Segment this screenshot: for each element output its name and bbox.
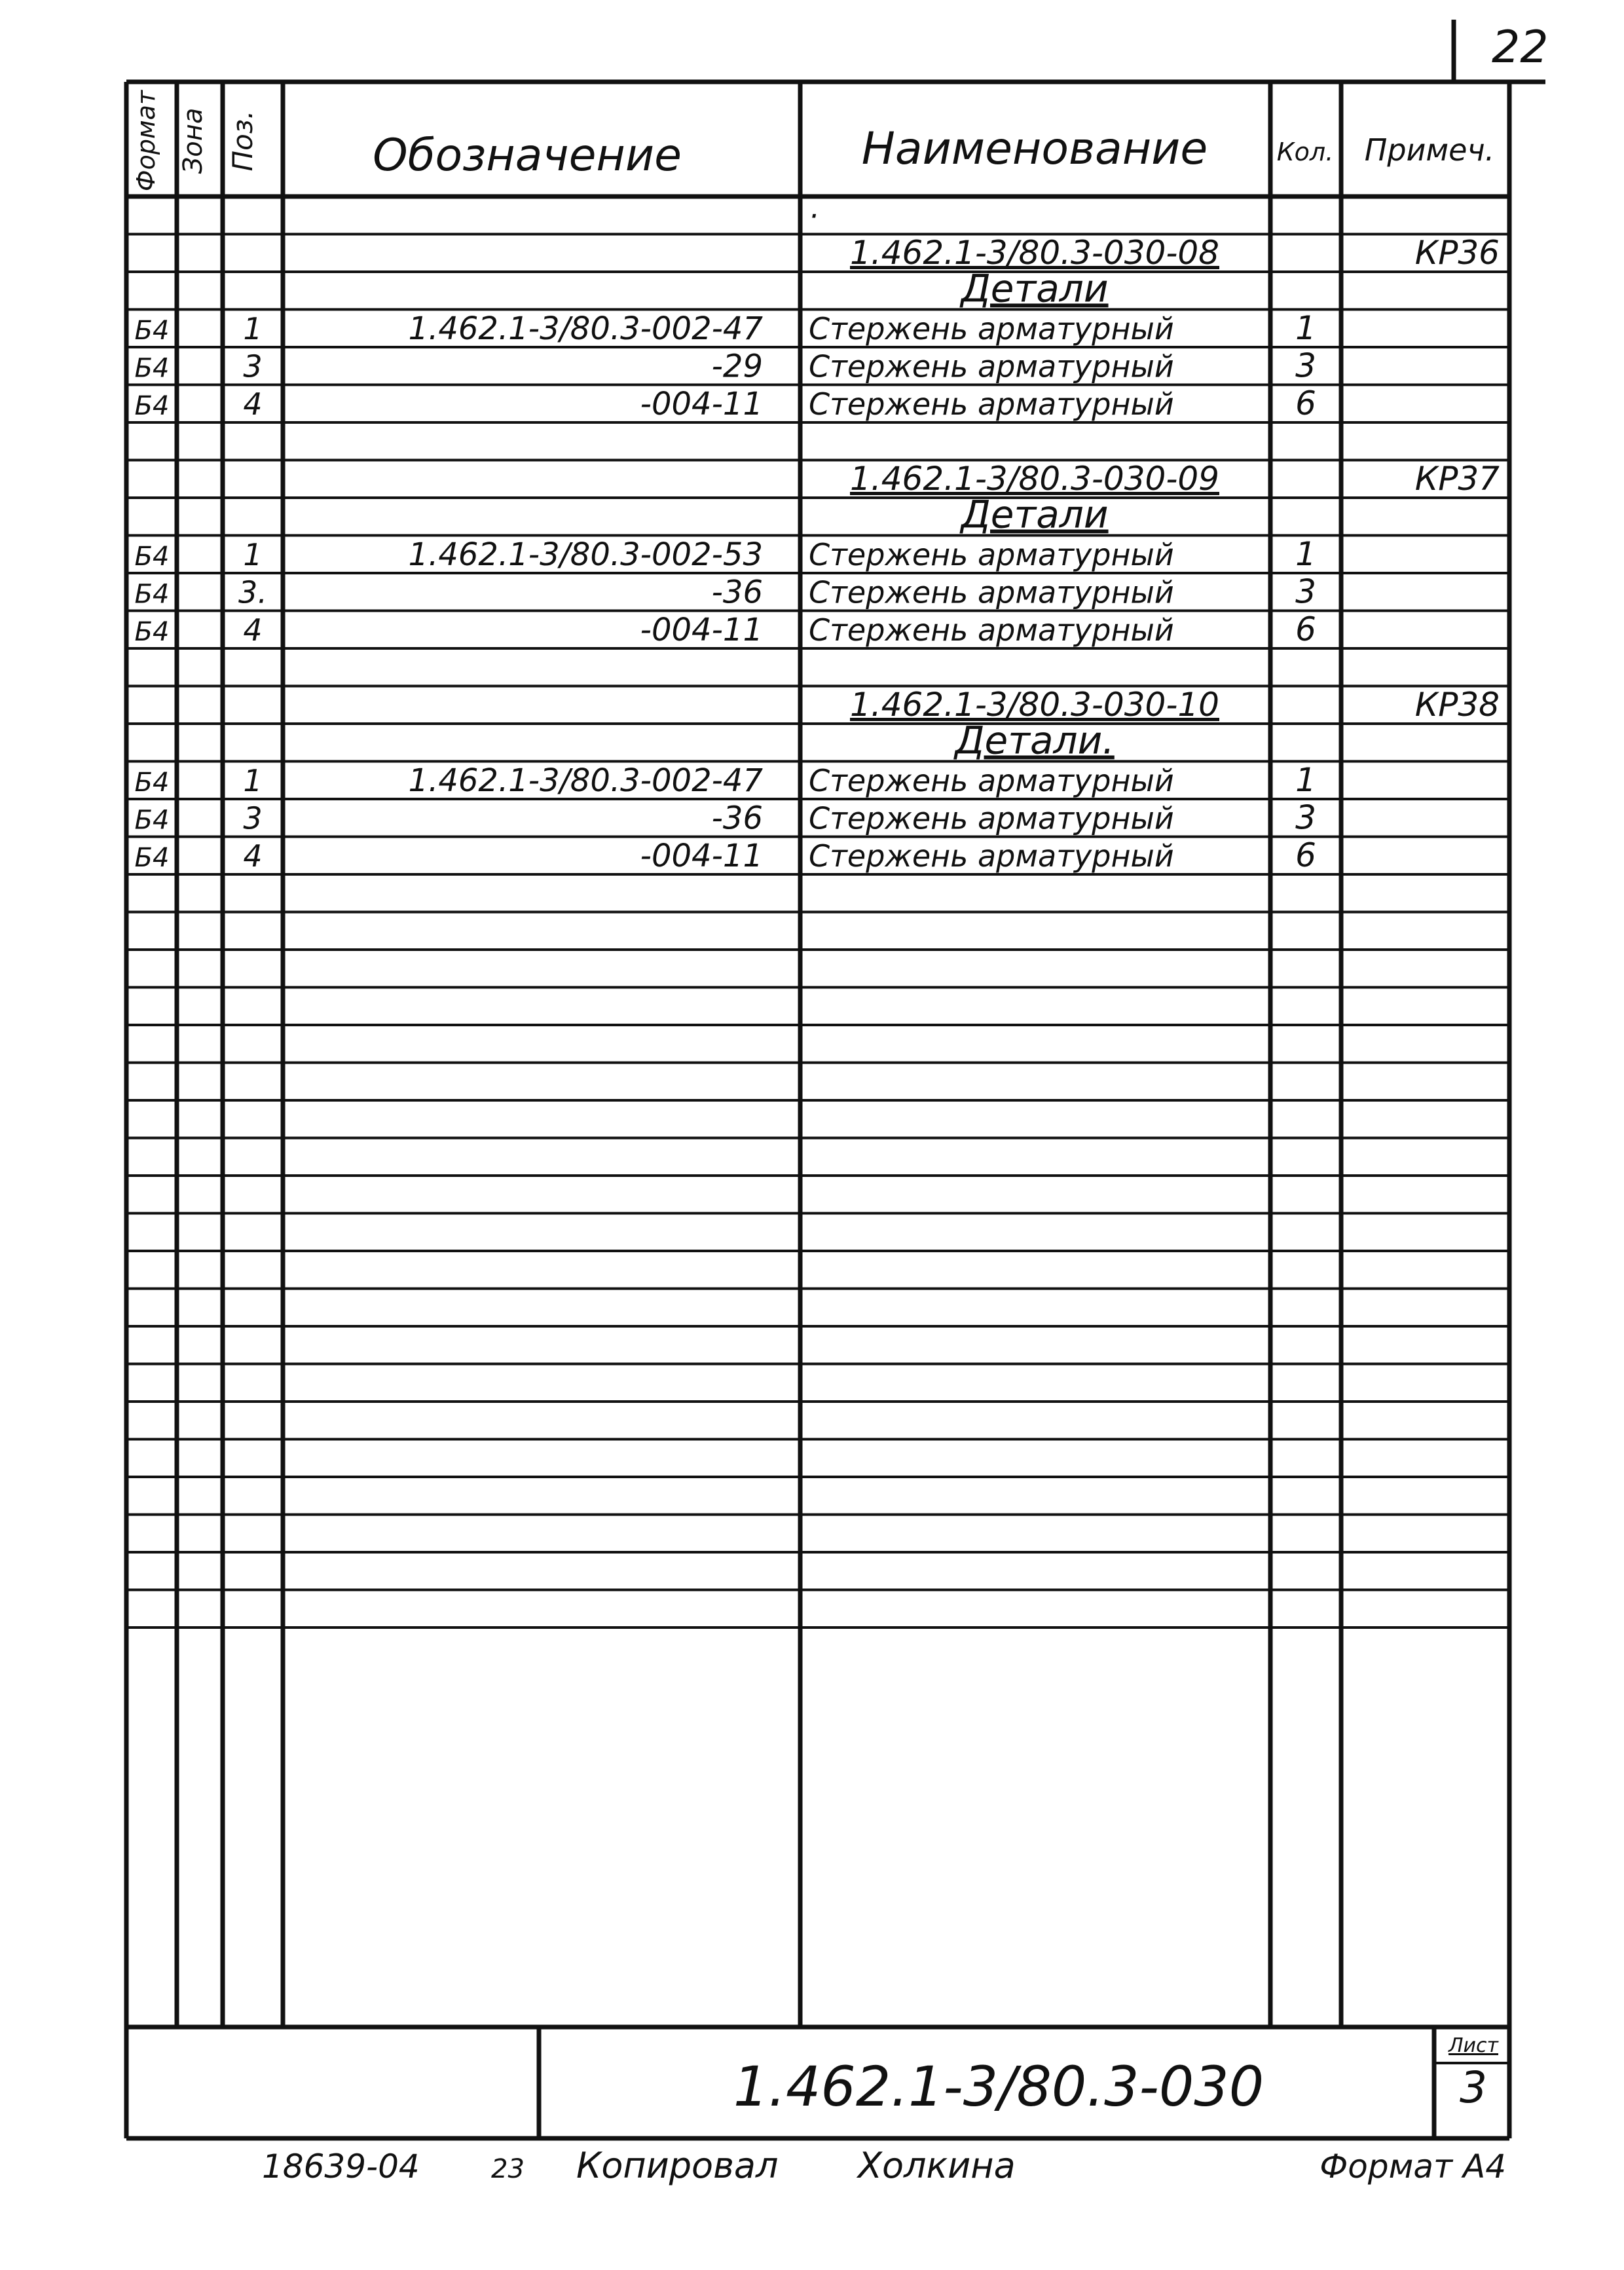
row-format: Б4 <box>134 843 170 873</box>
row-format: Б4 <box>134 353 170 384</box>
row-quantity: 1 <box>1295 309 1316 347</box>
row-designation: -36 <box>711 800 763 837</box>
row-quantity: 1 <box>1295 535 1316 573</box>
row-format: Б4 <box>134 805 170 836</box>
row-position: 4 <box>243 838 263 874</box>
row-name: Стержень арматурный <box>809 348 1174 384</box>
footer-inventory: 18639-04 <box>262 2148 420 2186</box>
row-name: Стержень арматурный <box>809 763 1174 798</box>
section-heading: Детали <box>961 492 1109 537</box>
row-name: Стержень арматурный <box>809 311 1174 346</box>
row-format: Б4 <box>134 768 170 798</box>
header-note: Примеч. <box>1364 132 1495 168</box>
row-position: 4 <box>243 612 263 648</box>
row-position: 1 <box>243 311 263 346</box>
row-designation: -36 <box>711 574 763 611</box>
row-name: Стержень арматурный <box>809 800 1174 836</box>
section-heading: Детали. <box>955 718 1115 763</box>
header-qty: Кол. <box>1276 138 1334 166</box>
row-position: 4 <box>243 386 263 422</box>
section-heading: Детали <box>961 266 1109 311</box>
row-designation: 1.462.1-3/80.3-002-47 <box>408 762 763 799</box>
row-note: КР38 <box>1414 686 1500 724</box>
row-designation: 1.462.1-3/80.3-002-47 <box>408 310 763 347</box>
row-format: Б4 <box>134 542 170 572</box>
row-quantity: 3 <box>1295 798 1316 837</box>
header-designation: Обозначение <box>373 130 682 181</box>
row-format: Б4 <box>134 617 170 647</box>
row-name: Стержень арматурный <box>809 612 1174 648</box>
header-pos: Поз. <box>227 110 259 172</box>
row-position: 3 <box>243 800 263 836</box>
row-quantity: 6 <box>1295 836 1316 874</box>
header-zone: Зона <box>178 107 208 174</box>
row-designation: 1.462.1-3/80.3-002-53 <box>408 536 763 573</box>
assembly-designation: 1.462.1-3/80.3-030-08 <box>849 234 1220 272</box>
row-quantity: 3 <box>1295 572 1316 611</box>
row-note: КР37 <box>1414 460 1500 498</box>
row-position: 3. <box>238 574 267 610</box>
footer-format: Формат А4 <box>1320 2148 1506 2186</box>
row-name: Стержень арматурный <box>809 537 1174 572</box>
row-position: 1 <box>243 537 263 572</box>
assembly-designation: 1.462.1-3/80.3-030-09 <box>849 460 1220 498</box>
row-quantity: 6 <box>1295 610 1316 648</box>
page-number: 22 <box>1492 22 1549 73</box>
row-quantity: 3 <box>1295 346 1316 385</box>
row-designation: -004-11 <box>640 612 763 648</box>
header-name: Наименование <box>861 123 1208 175</box>
row-position: 3 <box>243 348 263 384</box>
sheet-label: Лист <box>1448 2034 1499 2057</box>
row-position: 1 <box>243 763 263 798</box>
footer-number: 23 <box>491 2154 525 2184</box>
row-designation: -29 <box>711 348 763 385</box>
assembly-designation: 1.462.1-3/80.3-030-10 <box>849 686 1220 724</box>
row-format: Б4 <box>134 391 170 421</box>
row-name: Стержень арматурный <box>809 386 1174 422</box>
footer-copier: Холкина <box>858 2145 1016 2186</box>
row-format: Б4 <box>134 579 170 610</box>
sheet-number: 3 <box>1460 2062 1487 2113</box>
row-name: Стержень арматурный <box>809 574 1174 610</box>
footer-copied: Копировал <box>576 2145 779 2186</box>
row-name: · <box>809 198 819 234</box>
row-note: КР36 <box>1414 234 1500 272</box>
title-designation: 1.462.1-3/80.3-030 <box>733 2055 1264 2119</box>
row-designation: -004-11 <box>640 386 763 422</box>
row-quantity: 1 <box>1295 761 1316 799</box>
row-name: Стержень арматурный <box>809 838 1174 874</box>
row-format: Б4 <box>134 316 170 346</box>
row-quantity: 6 <box>1295 384 1316 422</box>
row-designation: -004-11 <box>640 838 763 874</box>
header-format: Формат <box>132 90 160 192</box>
